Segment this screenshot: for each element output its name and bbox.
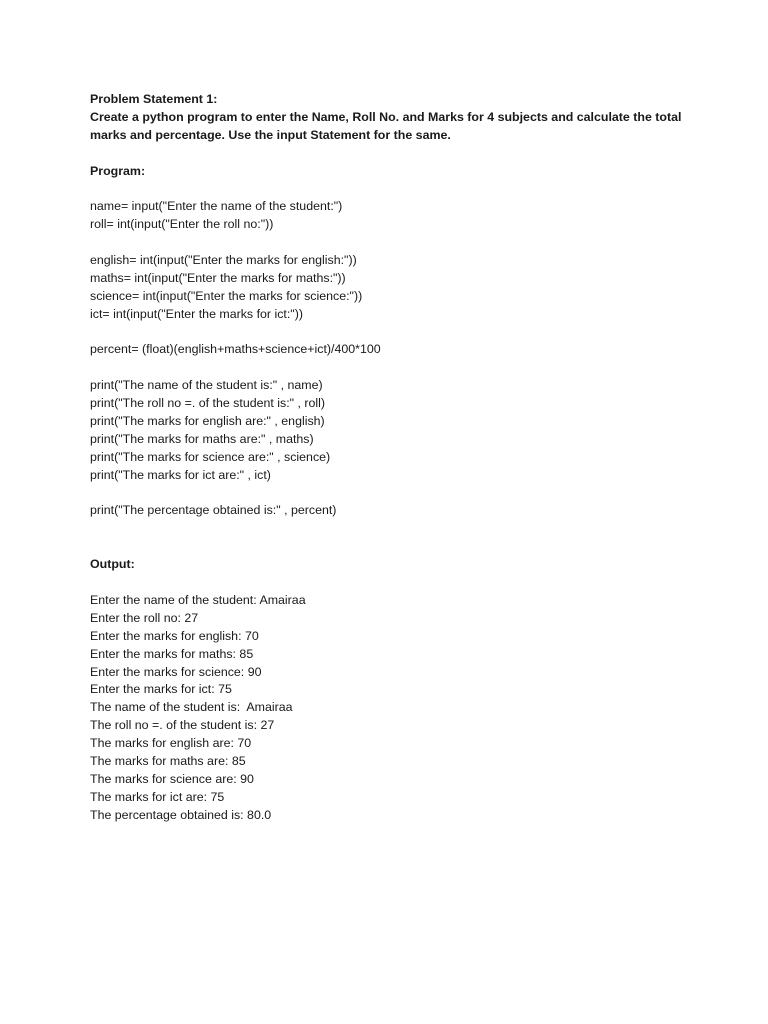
output-line: The marks for english are: 70 xyxy=(90,736,252,751)
code-line: print("The name of the student is:" , name) xyxy=(90,378,323,393)
output-line: The marks for maths are: 85 xyxy=(90,753,246,768)
document-page xyxy=(90,91,690,825)
output-line: The roll no =. of the student is: 27 xyxy=(90,718,275,733)
code-line: name= input("Enter the name of the student:") xyxy=(90,199,343,214)
output-line: The marks for science are: 90 xyxy=(90,771,254,786)
code-line: roll= int(input("Enter the roll no:")) xyxy=(90,217,274,232)
code-line: print("The marks for ict are:" , ict) xyxy=(90,467,271,482)
output-line: Enter the marks for science: 90 xyxy=(90,664,262,679)
code-line: print("The roll no =. of the student is:" , roll) xyxy=(90,396,326,411)
code-line: print("The marks for english are:" , english) xyxy=(90,414,325,429)
problem-title: Problem Statement 1: xyxy=(90,92,218,106)
output-line: Enter the marks for maths: 85 xyxy=(90,646,254,661)
output-label: Output: xyxy=(90,557,135,572)
output-line: Enter the name of the student: Amairaa xyxy=(90,592,306,607)
problem-description-line-2: marks and percentage. Use the input Statement for the same. xyxy=(90,127,451,142)
output-line: The percentage obtained is: 80.0 xyxy=(90,807,272,822)
code-line: print("The marks for science are:" , science) xyxy=(90,449,331,464)
output-line: The marks for ict are: 75 xyxy=(90,789,225,804)
code-line: english= int(input("Enter the marks for english:")) xyxy=(90,253,357,268)
output-line: The name of the student is: Amairaa xyxy=(90,700,293,715)
problem-description-line-1: Create a python program to enter the Name, Roll No. and Marks for 4 subjects and calculate the total xyxy=(90,109,682,124)
program-label: Program: xyxy=(90,163,146,178)
output-line: Enter the roll no: 27 xyxy=(90,610,199,625)
output-line: Enter the marks for ict: 75 xyxy=(90,682,232,697)
code-line: percent= (float)(english+maths+science+ict)/400*100 xyxy=(90,342,381,357)
code-line: maths= int(input("Enter the marks for maths:")) xyxy=(90,270,346,285)
code-line: print("The percentage obtained is:" , percent) xyxy=(90,503,337,518)
code-line: ict= int(input("Enter the marks for ict:")) xyxy=(90,306,303,321)
code-line: print("The marks for maths are:" , maths) xyxy=(90,431,314,446)
code-line: science= int(input("Enter the marks for science:")) xyxy=(90,288,363,303)
output-line: Enter the marks for english: 70 xyxy=(90,628,259,643)
